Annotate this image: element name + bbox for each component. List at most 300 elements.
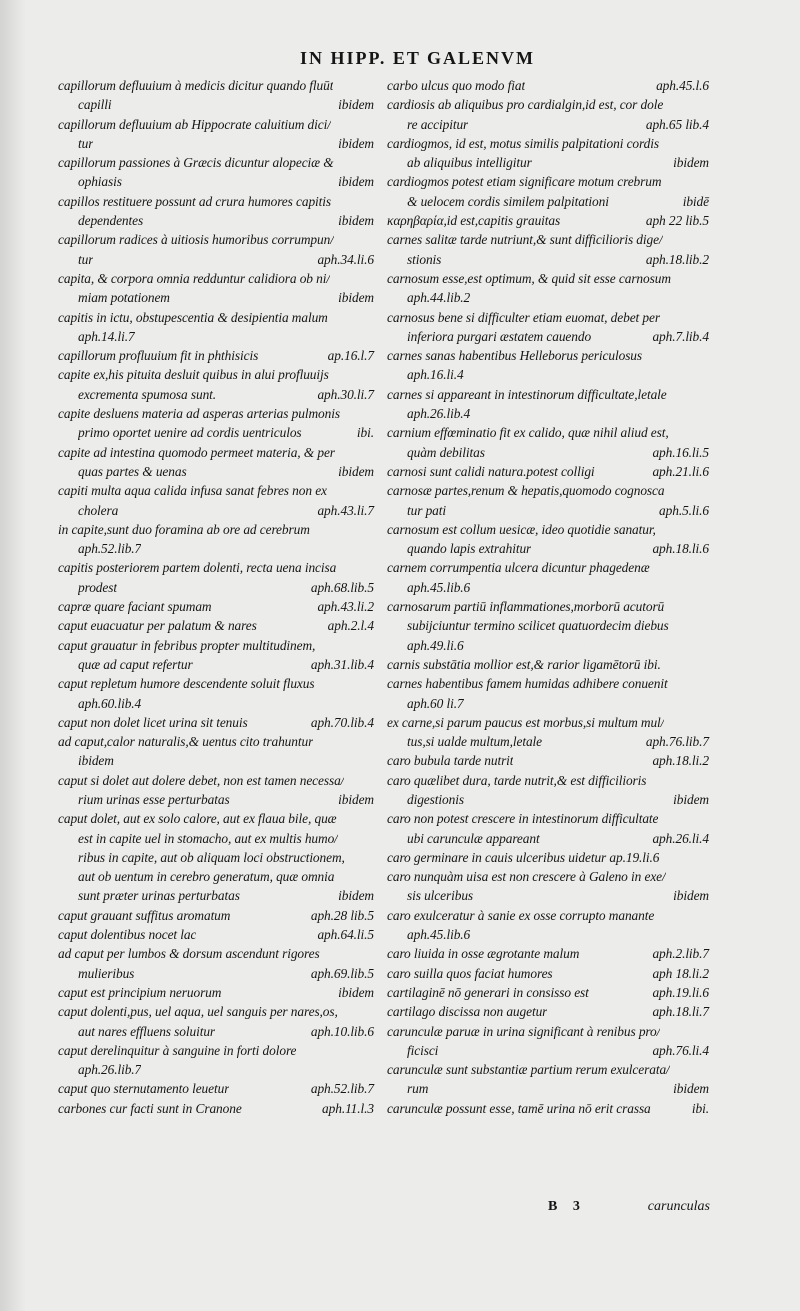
entry-text: aph.45.lib.6 bbox=[407, 579, 471, 595]
entry-line bbox=[58, 655, 374, 674]
entry-text: est in capite uel in stomacho, aut ex multis humo/ bbox=[78, 830, 338, 846]
entry-text: carnosum esse,est optimum, & quid sit esse carnosum bbox=[387, 270, 671, 286]
aphorism-reference: aph.18.lib.2 bbox=[645, 251, 709, 267]
entry-text: carunculæ possunt esse, tamē urina nō erit crassa bbox=[387, 1100, 651, 1116]
index-entry bbox=[387, 848, 709, 867]
entry-text: subijciuntur termino scilicet quatuordecim diebus bbox=[407, 618, 669, 634]
entry-line bbox=[387, 172, 709, 191]
entry-text: carunculæ paruæ in urina significant à renibus pro/ bbox=[387, 1023, 661, 1039]
entry-text: aph.26.lib.4 bbox=[407, 406, 471, 422]
aphorism-reference: aph.31.lib.4 bbox=[310, 656, 374, 672]
entry-line bbox=[387, 1022, 709, 1041]
entry-line bbox=[387, 694, 709, 713]
entry-line bbox=[387, 558, 709, 577]
index-entry bbox=[387, 1099, 709, 1118]
entry-text: ab aliquibus intelligitur bbox=[407, 155, 532, 171]
index-entry bbox=[387, 462, 709, 481]
index-entry bbox=[387, 211, 709, 230]
entry-text: ophiasis bbox=[78, 174, 122, 190]
aphorism-reference: aph.18.li.6 bbox=[652, 541, 709, 557]
entry-line bbox=[387, 404, 709, 423]
aphorism-reference: ibidem bbox=[673, 791, 709, 807]
entry-text: carnes salitæ tarde nutriunt,& sunt difficilioris dige/ bbox=[387, 232, 663, 248]
entry-text: aut nares effluens soluitur bbox=[78, 1023, 216, 1039]
entry-line bbox=[387, 385, 709, 404]
entry-line bbox=[58, 944, 374, 963]
entry-text: ficisci bbox=[407, 1042, 439, 1058]
index-entry bbox=[387, 346, 709, 385]
entry-text: ribus in capite, aut ob aliquam loci obstructionem, bbox=[78, 849, 345, 865]
entry-text: miam potationem bbox=[78, 290, 170, 306]
entry-text: carnosarum partiū inflammationes,morborū acutorū bbox=[387, 599, 665, 615]
entry-line bbox=[387, 443, 709, 462]
catchword: carunculas bbox=[647, 1199, 710, 1214]
entry-text: caro liuida in osse ægrotante malum bbox=[387, 946, 580, 962]
entry-text: caput est principium neruorum bbox=[58, 984, 222, 1000]
entry-line bbox=[58, 597, 374, 616]
aphorism-reference: aph 22 lib.5 bbox=[645, 213, 709, 229]
entry-line bbox=[387, 1041, 709, 1060]
entry-line bbox=[58, 539, 374, 558]
aphorism-reference: aph.70.lib.4 bbox=[310, 714, 374, 730]
entry-line bbox=[58, 134, 374, 153]
aphorism-reference: aph.30.li.7 bbox=[317, 386, 374, 402]
page-footer bbox=[548, 1199, 710, 1215]
index-entry bbox=[387, 674, 709, 713]
entry-line bbox=[58, 964, 374, 983]
index-entry bbox=[58, 192, 374, 231]
aphorism-reference: ibi. bbox=[356, 425, 374, 441]
entry-line bbox=[387, 597, 709, 616]
entry-text: caro quælibet dura, tarde nutrit,& est difficilioris bbox=[387, 772, 647, 788]
index-entry bbox=[58, 1079, 374, 1098]
entry-text: capillorum defluuium ab Hippocrate caluitium dici/ bbox=[58, 116, 331, 132]
entry-line bbox=[387, 674, 709, 693]
aphorism-reference: aph.2.lib.7 bbox=[652, 946, 709, 962]
entry-text: carnosum est collum uesicæ, ideo quotidie sanatur, bbox=[387, 521, 656, 537]
index-entry bbox=[58, 713, 374, 732]
aphorism-reference: ibidem bbox=[338, 213, 374, 229]
entry-text: digestionis bbox=[407, 791, 464, 807]
entry-line bbox=[58, 616, 374, 635]
entry-line bbox=[387, 211, 709, 230]
entry-text: ad caput,calor naturalis,& uentus cito trahuntur bbox=[58, 734, 314, 750]
aphorism-reference: aph.45.l.6 bbox=[656, 78, 709, 93]
entry-text: carnium effœminatio fit ex calido, quæ nihil aliud est, bbox=[387, 425, 669, 441]
entry-line bbox=[58, 365, 374, 384]
entry-text: rum bbox=[407, 1081, 429, 1097]
entry-line bbox=[58, 732, 374, 751]
entry-text: carnis substātia mollior est,& rarior ligamētorū ibi. bbox=[387, 656, 661, 672]
index-entry bbox=[387, 809, 709, 848]
entry-text: caput dolenti,pus, uel aqua, uel sanguis per nares,os, bbox=[58, 1004, 338, 1020]
entry-line bbox=[58, 829, 374, 848]
entry-line bbox=[58, 983, 374, 1002]
aphorism-reference: ibidem bbox=[338, 888, 374, 904]
entry-text: ex carne,si parum paucus est morbus,si multum mul/ bbox=[387, 714, 665, 730]
index-entry bbox=[387, 385, 709, 424]
index-entry bbox=[387, 867, 709, 906]
aphorism-reference: aph.43.li.2 bbox=[317, 599, 374, 615]
entry-text: capillorum defluuium à medicis dicitur quando fluūt bbox=[58, 78, 334, 93]
entry-line bbox=[387, 1060, 709, 1079]
entry-text: cartilaginē nō generari in consisso est bbox=[387, 984, 589, 1000]
entry-line bbox=[58, 501, 374, 520]
entry-line bbox=[58, 308, 374, 327]
entry-line bbox=[387, 809, 709, 828]
entry-text: caro bubula tarde nutrit bbox=[387, 753, 514, 769]
entry-text: caput repletum humore descendente soluit fluxus bbox=[58, 676, 315, 692]
index-entry bbox=[58, 365, 374, 404]
entry-text: tur bbox=[78, 251, 94, 267]
index-entry bbox=[387, 1022, 709, 1061]
entry-line bbox=[58, 1041, 374, 1060]
entry-text: caput grauant suffitus aromatum bbox=[58, 907, 231, 923]
entry-text: aph.16.li.4 bbox=[407, 367, 464, 383]
index-entry bbox=[387, 95, 709, 134]
entry-text: aph.26.lib.7 bbox=[78, 1062, 142, 1078]
aphorism-reference: aph.16.li.5 bbox=[652, 444, 709, 460]
entry-text: caput quo sternutamento leuetur bbox=[58, 1081, 230, 1097]
entry-text: capite ex,his pituita desluit quibus in alui profluuijs bbox=[58, 367, 329, 383]
entry-text: carbones cur facti sunt in Cranone bbox=[58, 1100, 242, 1116]
index-entry bbox=[387, 944, 709, 963]
entry-line bbox=[58, 1079, 374, 1098]
entry-line bbox=[387, 481, 709, 500]
entry-text: cardiosis ab aliquibus pro cardialgin,id est, cor dole bbox=[387, 97, 664, 113]
entry-line bbox=[58, 115, 374, 134]
entry-text: carnes si appareant in intestinorum difficultate,letale bbox=[387, 386, 667, 402]
entry-line bbox=[387, 327, 709, 346]
entry-text: capiti multa aqua calida infusa sanat febres non ex bbox=[58, 483, 327, 499]
entry-line bbox=[387, 115, 709, 134]
index-entry bbox=[387, 423, 709, 462]
index-entry bbox=[58, 732, 374, 771]
entry-text: aut ob uentum in cerebro generatum, quæ omnia bbox=[78, 869, 335, 885]
index-entry bbox=[58, 809, 374, 905]
entry-line bbox=[387, 925, 709, 944]
entry-text: sunt præter urinas perturbatas bbox=[78, 888, 240, 904]
entry-text: caput dolentibus nocet lac bbox=[58, 927, 197, 943]
index-entry bbox=[387, 269, 709, 308]
entry-line bbox=[387, 655, 709, 674]
entry-text: aph.14.li.7 bbox=[78, 328, 135, 344]
index-entry bbox=[387, 1002, 709, 1021]
aphorism-reference: aph.2.l.4 bbox=[327, 618, 374, 634]
entry-text: caput euacuatur per palatum & nares bbox=[58, 618, 257, 634]
entry-line bbox=[58, 771, 374, 790]
entry-line bbox=[387, 308, 709, 327]
aphorism-reference: aph.64.li.5 bbox=[317, 927, 374, 943]
entry-text: aph.52.lib.7 bbox=[78, 541, 142, 557]
entry-text: excrementa spumosa sunt. bbox=[78, 386, 217, 402]
entry-text: quando lapis extrahitur bbox=[407, 541, 532, 557]
entry-line bbox=[387, 520, 709, 539]
aphorism-reference: ibidem bbox=[673, 888, 709, 904]
index-entry bbox=[387, 230, 709, 269]
entry-text: carnosus bene si difficulter etiam euomat, debet per bbox=[387, 309, 660, 325]
index-entry bbox=[58, 636, 374, 675]
aphorism-reference: ibidem bbox=[338, 984, 374, 1000]
aphorism-reference: aph.43.li.7 bbox=[317, 502, 374, 518]
entry-line bbox=[387, 230, 709, 249]
entry-line bbox=[58, 327, 374, 346]
index-entry bbox=[58, 944, 374, 983]
entry-line bbox=[58, 462, 374, 481]
entry-line bbox=[58, 558, 374, 577]
entry-line bbox=[387, 886, 709, 905]
entry-line bbox=[58, 713, 374, 732]
entry-line bbox=[58, 790, 374, 809]
index-entry bbox=[387, 906, 709, 945]
entry-text: ad caput per lumbos & dorsum ascendunt rigores bbox=[58, 946, 320, 962]
entry-text: caro germinare in cauis ulceribus uidetur ap.19.li.6 bbox=[387, 849, 660, 865]
index-entry bbox=[387, 520, 709, 559]
index-entry bbox=[387, 134, 709, 173]
aphorism-reference: ibidem bbox=[338, 174, 374, 190]
entry-line bbox=[387, 848, 709, 867]
index-entry bbox=[58, 616, 374, 635]
entry-text: quæ ad caput refertur bbox=[78, 656, 193, 672]
index-entry bbox=[58, 308, 374, 347]
entry-text: cholera bbox=[78, 502, 119, 518]
entry-text: caro non potest crescere in intestinorum difficultate bbox=[387, 811, 659, 827]
entry-text: ibidem bbox=[78, 753, 114, 769]
aphorism-reference: aph.7.lib.4 bbox=[652, 328, 709, 344]
aphorism-reference: ibidem bbox=[338, 290, 374, 306]
index-entry bbox=[387, 308, 709, 347]
entry-text: carunculæ sunt substantiæ partium rerum exulcerata/ bbox=[387, 1062, 670, 1078]
entry-text: prodest bbox=[78, 579, 117, 595]
entry-text: ubi carunculæ appareant bbox=[407, 830, 540, 846]
index-entry bbox=[58, 115, 374, 154]
aphorism-reference: aph.28 lib.5 bbox=[310, 907, 374, 923]
entry-line bbox=[387, 578, 709, 597]
index-entry bbox=[387, 983, 709, 1002]
entry-line bbox=[387, 1099, 709, 1118]
entry-text: re accipitur bbox=[407, 116, 469, 132]
entry-text: caput si dolet aut dolere debet, non est tamen necessa/ bbox=[58, 772, 345, 788]
aphorism-reference: aph.21.li.6 bbox=[652, 463, 709, 479]
index-entry bbox=[387, 751, 709, 770]
entry-text: capita, & corpora omnia redduntur calidiora ob ni/ bbox=[58, 270, 330, 286]
index-entry bbox=[387, 771, 709, 810]
aphorism-reference: ibidē bbox=[682, 193, 709, 209]
entry-text: capite ad intestina quomodo permeet materia, & per bbox=[58, 444, 335, 460]
entry-line bbox=[58, 886, 374, 905]
index-entry bbox=[58, 771, 374, 810]
entry-line bbox=[58, 230, 374, 249]
aphorism-reference: aph.19.li.6 bbox=[652, 984, 709, 1000]
entry-line bbox=[387, 134, 709, 153]
entry-line bbox=[58, 443, 374, 462]
entry-text: capillorum radices à uitiosis humoribus corrumpun/ bbox=[58, 232, 334, 248]
entry-line bbox=[387, 964, 709, 983]
index-entry bbox=[387, 558, 709, 597]
index-entry bbox=[58, 230, 374, 269]
entry-text: inferiora purgari æstatem cauendo bbox=[407, 328, 592, 344]
index-entry bbox=[58, 1041, 374, 1080]
entry-line bbox=[387, 867, 709, 886]
entry-line bbox=[58, 751, 374, 770]
entry-line bbox=[387, 76, 709, 95]
entry-line bbox=[387, 751, 709, 770]
index-entry bbox=[387, 1060, 709, 1099]
entry-text: cardiogmos potest etiam significare motum crebrum bbox=[387, 174, 662, 190]
entry-line bbox=[387, 732, 709, 751]
aphorism-reference: aph.76.lib.7 bbox=[645, 734, 709, 750]
index-entry bbox=[387, 481, 709, 520]
entry-line bbox=[58, 153, 374, 172]
index-entry bbox=[387, 964, 709, 983]
entry-text: caput derelinquitur à sanguine in forti dolore bbox=[58, 1042, 297, 1058]
entry-text: capitis posteriorem partem dolenti, recta uena incisa bbox=[58, 560, 337, 576]
entry-text: aph.44.lib.2 bbox=[407, 290, 471, 306]
index-entry bbox=[387, 713, 709, 752]
index-entry bbox=[58, 983, 374, 1002]
entry-text: capilli bbox=[78, 97, 112, 113]
entry-line bbox=[58, 385, 374, 404]
entry-text: & uelocem cordis similem palpitationi bbox=[407, 193, 609, 209]
index-column-left bbox=[58, 76, 374, 1118]
entry-line bbox=[58, 1002, 374, 1021]
entry-line bbox=[58, 481, 374, 500]
entry-line bbox=[387, 250, 709, 269]
entry-text: tur pati bbox=[407, 502, 447, 518]
entry-text: caput grauatur in febribus propter multitudinem, bbox=[58, 637, 316, 653]
index-entry bbox=[387, 655, 709, 674]
index-entry bbox=[58, 404, 374, 443]
entry-line bbox=[58, 404, 374, 423]
entry-line bbox=[58, 172, 374, 191]
entry-line bbox=[387, 713, 709, 732]
entry-line bbox=[387, 616, 709, 635]
entry-line bbox=[387, 944, 709, 963]
index-entry bbox=[58, 443, 374, 482]
entry-line bbox=[58, 867, 374, 886]
entry-line bbox=[387, 462, 709, 481]
entry-text: stionis bbox=[407, 251, 442, 267]
entry-text: capitis in ictu, obstupescentia & desipientia malum bbox=[58, 309, 328, 325]
index-entry bbox=[58, 925, 374, 944]
entry-line bbox=[387, 539, 709, 558]
aphorism-reference: aph 18.li.2 bbox=[652, 965, 709, 981]
entry-text: carnes sanas habentibus Helleborus periculosus bbox=[387, 348, 643, 364]
entry-text: quas partes & uenas bbox=[78, 463, 187, 479]
entry-text: capræ quare faciant spumam bbox=[58, 599, 212, 615]
entry-text: carnem corrumpentia ulcera dicuntur phagedenæ bbox=[387, 560, 650, 576]
entry-line bbox=[58, 925, 374, 944]
entry-text: aph.60.lib.4 bbox=[78, 695, 142, 711]
entry-text: primo oportet uenire ad cordis uentriculos bbox=[78, 425, 302, 441]
aphorism-reference: aph.52.lib.7 bbox=[310, 1081, 374, 1097]
aphorism-reference: aph.26.li.4 bbox=[652, 830, 709, 846]
index-entry bbox=[58, 674, 374, 713]
entry-text: in capite,sunt duo foramina ab ore ad cerebrum bbox=[58, 521, 310, 537]
entry-line bbox=[387, 790, 709, 809]
aphorism-reference: aph.18.li.2 bbox=[652, 753, 709, 769]
entry-line bbox=[58, 76, 374, 95]
entry-text: caro exulceratur à sanie ex osse corrupto manante bbox=[387, 907, 655, 923]
entry-line bbox=[58, 211, 374, 230]
entry-line bbox=[387, 636, 709, 655]
entry-line bbox=[387, 771, 709, 790]
aphorism-reference: ibi. bbox=[691, 1100, 709, 1116]
index-entry bbox=[58, 269, 374, 308]
aphorism-reference: ap.16.l.7 bbox=[327, 348, 374, 364]
entry-text: aph.45.lib.6 bbox=[407, 927, 471, 943]
aphorism-reference: aph.10.lib.6 bbox=[310, 1023, 374, 1039]
entry-line bbox=[58, 423, 374, 442]
entry-line bbox=[58, 269, 374, 288]
entry-line bbox=[58, 95, 374, 114]
entry-line bbox=[387, 423, 709, 442]
aphorism-reference: aph.18.li.7 bbox=[652, 1004, 709, 1020]
entry-text: caro suilla quos faciat humores bbox=[387, 965, 553, 981]
index-entry bbox=[58, 481, 374, 520]
entry-text: tus,si ualde multum,letale bbox=[407, 734, 543, 750]
aphorism-reference: ibidem bbox=[673, 155, 709, 171]
entry-text: caput non dolet licet urina sit tenuis bbox=[58, 714, 248, 730]
entry-text: rium urinas esse perturbatas bbox=[78, 791, 230, 807]
entry-text: carnes habentibus famem humidas adhibere conuenit bbox=[387, 676, 668, 692]
entry-line bbox=[58, 694, 374, 713]
entry-text: caro nunquàm uisa est non crescere à Galeno in exe/ bbox=[387, 869, 666, 885]
entry-text: quàm debilitas bbox=[407, 444, 485, 460]
entry-line bbox=[387, 95, 709, 114]
entry-line bbox=[58, 1099, 374, 1118]
index-entry bbox=[58, 520, 374, 559]
index-entry bbox=[58, 153, 374, 192]
entry-text: καρηβαρία,id est,capitis grauitas bbox=[387, 213, 561, 229]
entry-line bbox=[58, 809, 374, 828]
aphorism-reference: ibidem bbox=[673, 1081, 709, 1097]
entry-text: aph.49.li.6 bbox=[407, 637, 464, 653]
entry-text: caput dolet, aut ex solo calore, aut ex flaua bile, quæ bbox=[58, 811, 337, 827]
entry-line bbox=[58, 848, 374, 867]
entry-line bbox=[58, 250, 374, 269]
index-entry bbox=[387, 172, 709, 211]
index-entry bbox=[387, 76, 709, 95]
aphorism-reference: ibidem bbox=[338, 791, 374, 807]
aphorism-reference: aph.34.li.6 bbox=[317, 251, 374, 267]
entry-text: aph.60 li.7 bbox=[407, 695, 464, 711]
index-column-right bbox=[387, 76, 709, 1118]
index-entry bbox=[58, 1002, 374, 1041]
entry-line bbox=[58, 288, 374, 307]
aphorism-reference: ibidem bbox=[338, 463, 374, 479]
entry-line bbox=[387, 192, 709, 211]
entry-line bbox=[58, 636, 374, 655]
entry-line bbox=[58, 1060, 374, 1079]
entry-text: sis ulceribus bbox=[407, 888, 474, 904]
index-entry bbox=[58, 346, 374, 365]
entry-line bbox=[387, 1079, 709, 1098]
entry-line bbox=[58, 192, 374, 211]
aphorism-reference: aph.11.l.3 bbox=[322, 1100, 374, 1116]
entry-line bbox=[387, 829, 709, 848]
aphorism-reference: aph.65 lib.4 bbox=[645, 116, 709, 132]
signature-mark: B 3 bbox=[548, 1199, 586, 1214]
entry-line bbox=[58, 906, 374, 925]
aphorism-reference: aph.5.li.6 bbox=[659, 502, 709, 518]
aphorism-reference: aph.76.li.4 bbox=[652, 1042, 709, 1058]
page-gutter-shadow bbox=[0, 0, 26, 1311]
entry-text: carnosæ partes,renum & hepatis,quomodo cognosca bbox=[387, 483, 665, 499]
aphorism-reference: aph.68.lib.5 bbox=[310, 579, 374, 595]
entry-line bbox=[58, 578, 374, 597]
aphorism-reference: ibidem bbox=[338, 135, 374, 151]
